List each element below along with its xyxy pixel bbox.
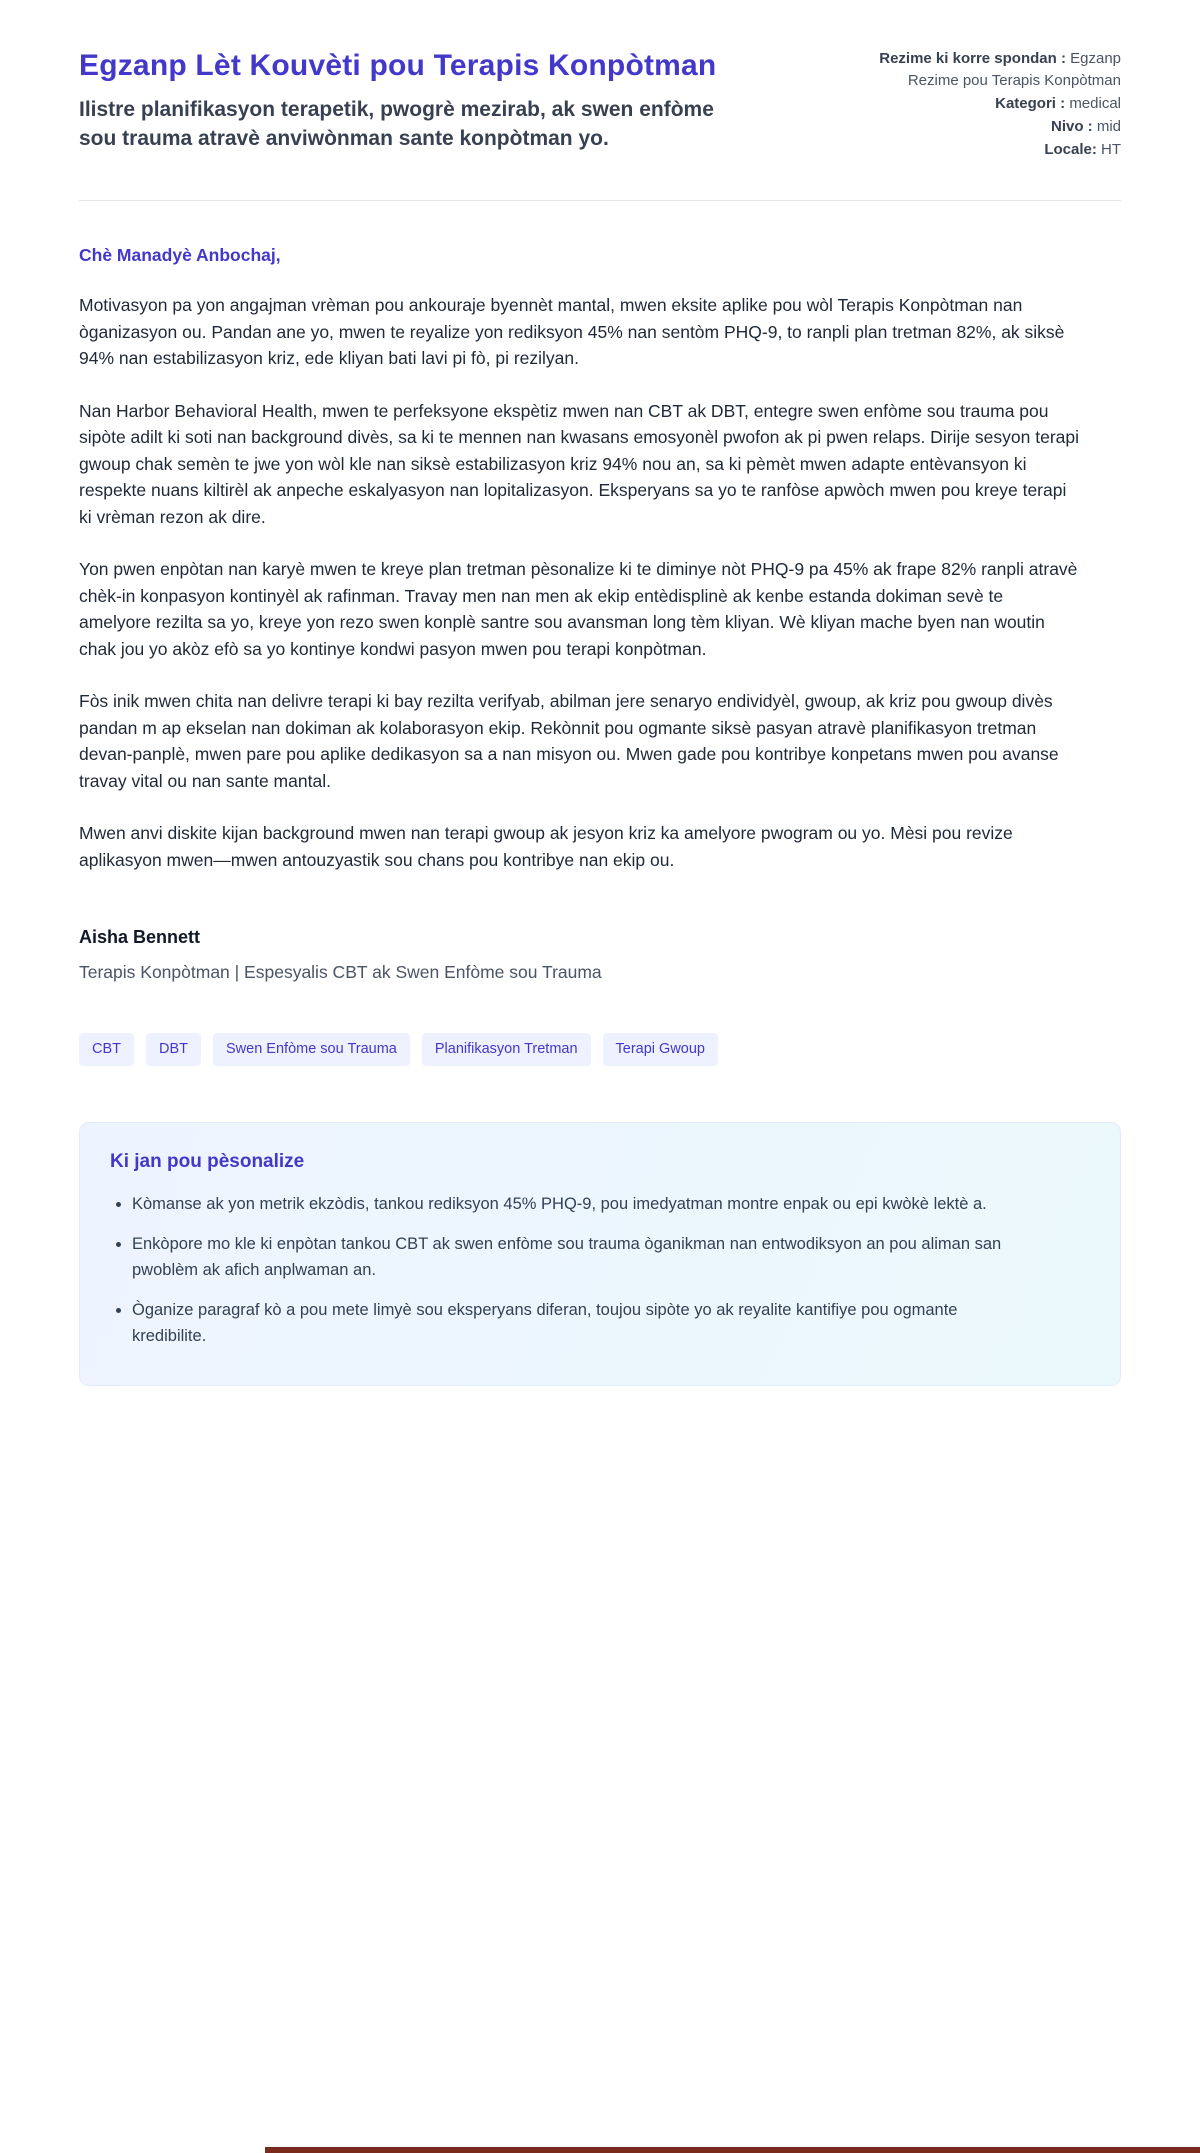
tag-chip: Swen Enfòme sou Trauma [213,1033,410,1066]
tag-chip: Terapi Gwoup [603,1033,718,1066]
meta-locale [859,139,1121,161]
personalize-tips-box [79,1122,1121,1386]
letter-paragraph: Nan Harbor Behavioral Health, mwen te perfeksyone ekspètiz mwen nan CBT ak DBT, entegre swen enfòme sou trauma pou sipòte adilt ki soti nan background divès, sa ki te mennen nan kwasans emosyonèl pwofon ak pi pwen relaps. Dirije sesyon terapi gwoup chak semèn te jwe yon wòl kle nan siksè estabilizasyon kriz 94% nou an, sa ki pèmèt mwen adapte entèvansyon ki respekte nuans kiltirèl ak anpeche eskalyasyon nan lopitalizasyon. Eksperyans sa yo te ranfòse apwòch mwen pou kreye terapi ki vrèman rezon ak dire. [79,400,1079,527]
header-left [79,46,719,153]
meta-resume [859,48,1121,92]
header [79,46,1121,162]
meta-category-label: Kategori : [995,95,1066,112]
tips-list [102,1191,1090,1349]
meta-panel [859,46,1121,162]
tips-title: Ki jan pou pèsonalize [110,1150,305,1172]
meta-level-value: mid [1096,118,1121,135]
tag-list [79,1033,1121,1066]
letter-paragraph: Mwen anvi diskite kijan background mwen nan terapi gwoup ak jesyon kriz ka amelyore pwogram ou yo. Mèsi pou revize aplikasyon mwen—mwen antouzyastik sou chans pou kontribye nan ekip ou. [79,823,1013,870]
tag-chip: DBT [146,1033,201,1066]
page-subtitle: Ilistre planifikasyon terapetik, pwogrè mezirab, ak swen enfòme sou trauma atravè anviwònman sante konpòtman yo. [79,98,714,150]
letter-paragraph: Yon pwen enpòtan nan karyè mwen te kreye plan tretman pèsonalize ki te diminye nòt PHQ-9 pa 45% ak frape 82% ranpli atravè chèk-in konpasyon kontinyèl ak rafinman. Travay men nan men ak ekip entèdisplinè ak kenbe estanda dokiman sevè te amelyore rezilta sa yo, kreye yon rezo swen konplè santre sou avansman long tèm kliyan. Wè kliyan mache byen nan woutin chak jou yo akòz efò sa yo kontinye kondwi pasyon mwen pou terapi konpòtman. [79,559,1078,659]
divider [79,200,1121,201]
meta-category [859,93,1121,115]
meta-level [859,116,1121,138]
tag-chip: Planifikasyon Tretman [422,1033,591,1066]
letter-paragraph: Fòs inik mwen chita nan delivre terapi ki bay rezilta verifyab, abilman jere senaryo endividyèl, gwoup, ak kriz pou gwoup divès pandan m ap ekselan nan dokiman ak kolaborasyon ekip. Rekònnit pou ogmante siksè pasyan atravè planifikasyon tretman devan-panplè, mwen pare pou aplike dedikasyon sa a nan misyon ou. Mwen gade pou kontribye konpetans mwen pou avanse travay vital ou nan sante mantal. [79,691,1059,791]
meta-resume-value: Egzanp Rezime pou Terapis Konpòtman [907,50,1121,89]
meta-level-label: Nivo : [1050,118,1093,135]
meta-category-value: medical [1069,95,1121,112]
meta-resume-label: Rezime ki korre spondan : [879,50,1066,67]
bottom-bar [265,2147,1200,2153]
letter-body [79,245,1121,1386]
meta-locale-label: Locale: [1044,141,1097,158]
meta-locale-value: HT [1101,141,1121,158]
signature-name: Aisha Bennett [79,927,201,947]
tip-item: • Enkòpore mo kle ki enpòtan tankou CBT ak swen enfòme sou trauma òganikman nan entwodiksyon an pou aliman san pwoblèm ak afich anplwaman an. [132,1231,1032,1283]
tip-item: • Kòmanse ak yon metrik ekzòdis, tankou rediksyon 45% PHQ-9, pou imedyatman montre enpak ou epi kwòkè lektè a. [132,1191,1032,1217]
tag-chip: CBT [79,1033,134,1066]
tip-item: • Òganize paragraf kò a pou mete limyè sou eksperyans diferan, toujou sipòte yo ak reyalite kantifiye pou ogmante kredibilite. [132,1297,1032,1349]
signature-title: Terapis Konpòtman | Espesyalis CBT ak Swen Enfòme sou Trauma [79,962,602,982]
letter-paragraph: Motivasyon pa yon angajman vrèman pou ankouraje byennèt mantal, mwen eksite aplike pou wòl Terapis Konpòtman nan òganizasyon ou. Pandan ane yo, mwen te reyalize yon rediksyon 45% nan sentòm PHQ-9, to ranpli plan tretman 82%, ak siksè 94% nan estabilizasyon kriz, ede kliyan bati lavi pi fò, pi rezilyan. [79,295,1065,368]
page-title: Egzanp Lèt Kouvèti pou Terapis Konpòtman [79,49,717,82]
letter-greeting: Chè Manadyè Anbochaj, [79,245,281,265]
